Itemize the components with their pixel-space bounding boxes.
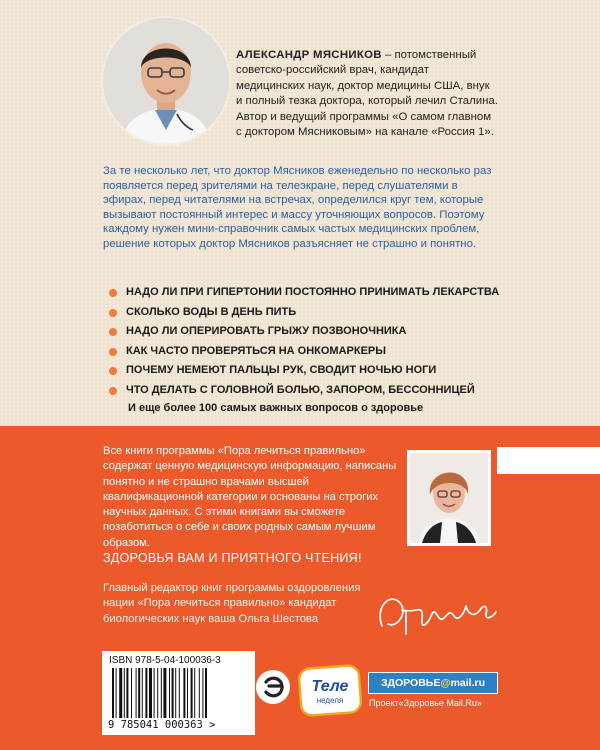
tele-logo-line2: неделя <box>316 696 344 705</box>
editor-signature <box>372 584 504 640</box>
closing-wish: ЗДОРОВЬЯ ВАМ И ПРИЯТНОГО ЧТЕНИЯ! <box>103 551 362 565</box>
author-intro <box>236 48 498 140</box>
author-name: АЛЕКСАНДР МЯСНИКОВ <box>236 49 382 61</box>
question-item: НАДО ЛИ ОПЕРИРОВАТЬ ГРЫЖУ ПОЗВОНОЧНИКА <box>101 322 501 342</box>
side-white-tab <box>497 447 600 474</box>
bullet-dot-icon <box>109 289 117 297</box>
bullet-dot-icon <box>109 367 117 375</box>
bullet-dot-icon <box>109 348 117 356</box>
book-description: За те несколько лет, что доктор Мясников еженедельно по несколько раз появляется перед зрителями на телеэкране, перед слушателями в эфирах, перед читателями на встречах, определился круг тем, которые вызывают постоянный интерес и массу уточняющих вопросов. Поэтому каждому нужен мини-справочник самых частых медицинских проблем, решение которых доктор Мясников разъясняет не страшно и понятно. <box>103 165 492 250</box>
question-item: СКОЛЬКО ВОДЫ В ДЕНЬ ПИТЬ <box>101 303 501 323</box>
bullet-dot-icon <box>109 387 117 395</box>
editor-photo <box>407 450 491 546</box>
question-item: ПОЧЕМУ НЕМЕЮТ ПАЛЬЦЫ РУК, СВОДИТ НОЧЬЮ НОГИ <box>101 361 501 381</box>
author-intro-text: – потомственный советско-российский врач, кандидат медицинских наук, доктор медицины США, внук и полный тезка доктора, который лечил Сталина. Автор и ведущий программы «О самом главном с доктором Мясниковым» на канале «Россия 1». <box>236 49 498 139</box>
editor-note: Главный редактор книг программы оздоровления нации «Пора лечиться правильно» кандидат биологических наук ваша Ольга Шестова <box>103 582 361 625</box>
tele-logo-line1: Теле <box>311 678 349 695</box>
author-portrait <box>101 16 231 146</box>
question-item: НАДО ЛИ ПРИ ГИПЕРТОНИИ ПОСТОЯННО ПРИНИМАТЬ ЛЕКАРСТВА <box>101 283 501 303</box>
mail-project-caption: Проект«Здоровье Mail.Ru» <box>369 698 482 708</box>
more-questions-note: И еще более 100 самых важных вопросов о здоровье <box>128 402 424 414</box>
at-sign-icon: @ <box>440 677 451 689</box>
question-item: КАК ЧАСТО ПРОВЕРЯТЬСЯ НА ОНКОМАРКЕРЫ <box>101 342 501 362</box>
tele-nedelya-logo <box>297 664 363 717</box>
barcode <box>102 651 255 735</box>
program-description: Все книги программы «Пора лечиться правильно» содержат ценную медицинскую информацию, написаны понятно и не страшно врачами высшей квалификационной категории и основаны на строгих научных данных. С этими книгами вы сможете позаботиться о себе и своих родных самым лучшим образом. <box>103 445 397 549</box>
barcode-bars <box>110 668 250 718</box>
question-list <box>101 283 501 400</box>
barcode-digits: 9 785041 000363 > <box>108 719 216 731</box>
bullet-dot-icon <box>109 328 117 336</box>
zdorovie-mail-logo: ЗДОРОВЬЕ@mail.ru <box>368 672 498 694</box>
isbn-number: ISBN 978-5-04-100036-3 <box>109 655 221 666</box>
bullet-dot-icon <box>109 309 117 317</box>
eksmo-logo <box>255 669 291 705</box>
question-item: ЧТО ДЕЛАТЬ С ГОЛОВНОЙ БОЛЬЮ, ЗАПОРОМ, БЕССОННИЦЕЙ <box>101 381 501 401</box>
